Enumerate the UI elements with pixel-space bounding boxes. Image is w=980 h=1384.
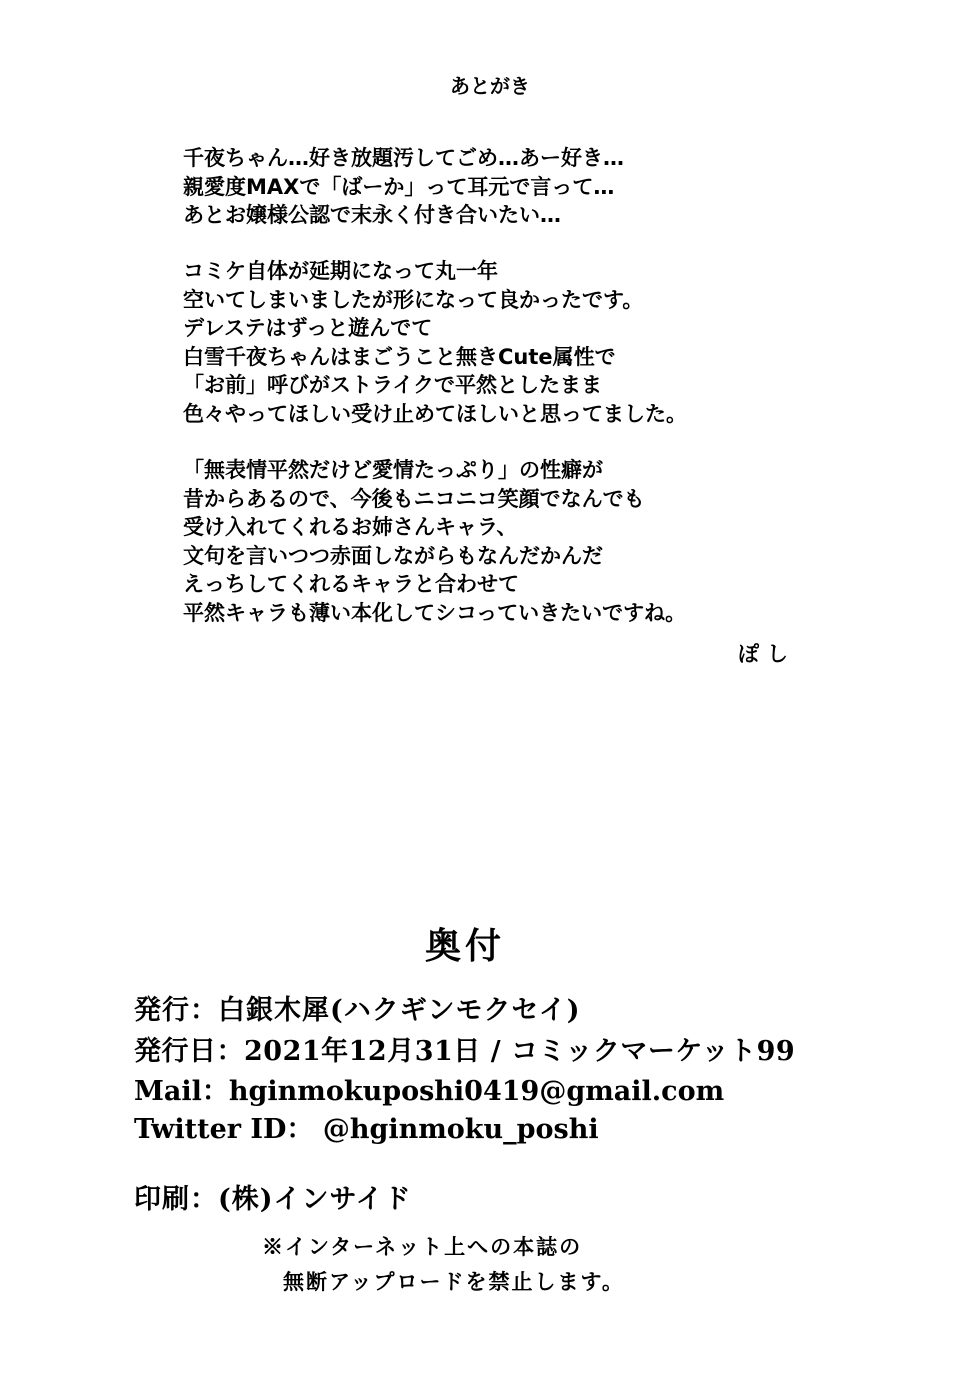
upload-notice-line-1: ※インターネット上への本誌の <box>262 1234 583 1259</box>
afterword-line: 白雪千夜ちゃんはまごうこと無きCute属性で <box>183 344 616 369</box>
afterword-line: あとお嬢様公認で末永く付き合いたい… <box>183 203 561 227</box>
colophon-publish-date: 発行日：2021年12月31日 / コミックマーケット99 <box>134 1036 796 1067</box>
colophon-twitter-id: Twitter ID： @hginmoku_poshi <box>134 1114 599 1145</box>
afterword-paragraph-1 <box>183 144 624 230</box>
afterword-paragraph-3 <box>183 456 686 627</box>
afterword-line: 千夜ちゃん…好き放題汚してごめ…あー好き… <box>183 146 624 170</box>
afterword-line: 平然キャラも薄い本化してシコっていきたいですね。 <box>183 600 687 625</box>
afterword-line: 文句を言いつつ赤面しながらもなんだかんだ <box>183 543 603 568</box>
afterword-line: 色々やってほしい受け止めてほしいと思ってました。 <box>183 401 687 426</box>
afterword-title: あとがき <box>450 74 530 98</box>
afterword-line: えっちしてくれるキャラと合わせて <box>183 572 519 596</box>
colophon-mail: Mail：hginmokuposhi0419@gmail.com <box>134 1076 725 1107</box>
afterword-line: コミケ自体が延期になって丸一年 <box>183 259 498 283</box>
colophon-publisher: 発行：白銀木犀(ハクギンモクセイ) <box>134 995 581 1026</box>
afterword-line: 受け入れてくれるお姉さんキャラ、 <box>183 515 518 539</box>
afterword-line: 空いてしまいましたが形になって良かったです。 <box>183 287 644 312</box>
afterword-line: 「無表情平然だけど愛情たっぷり」の性癖が <box>183 458 603 482</box>
afterword-line: 「お前」呼びがストライクで平然としたまま <box>183 373 602 397</box>
afterword-paragraph-2 <box>183 257 687 428</box>
colophon-title: 奥付 <box>424 925 505 967</box>
afterword-line: 親愛度MAXで「ばーか」って耳元で言って… <box>183 174 615 199</box>
afterword-signature: ぽし <box>738 642 796 666</box>
upload-notice-line-2: 無断アップロードを禁止します。 <box>283 1269 625 1294</box>
afterword-line: 昔からあるので、今後もニコニコ笑顔でなんでも <box>183 486 645 511</box>
colophon-printer: 印刷：(株)インサイド <box>134 1184 412 1215</box>
afterword-line: デレステはずっと遊んでて <box>183 316 433 340</box>
